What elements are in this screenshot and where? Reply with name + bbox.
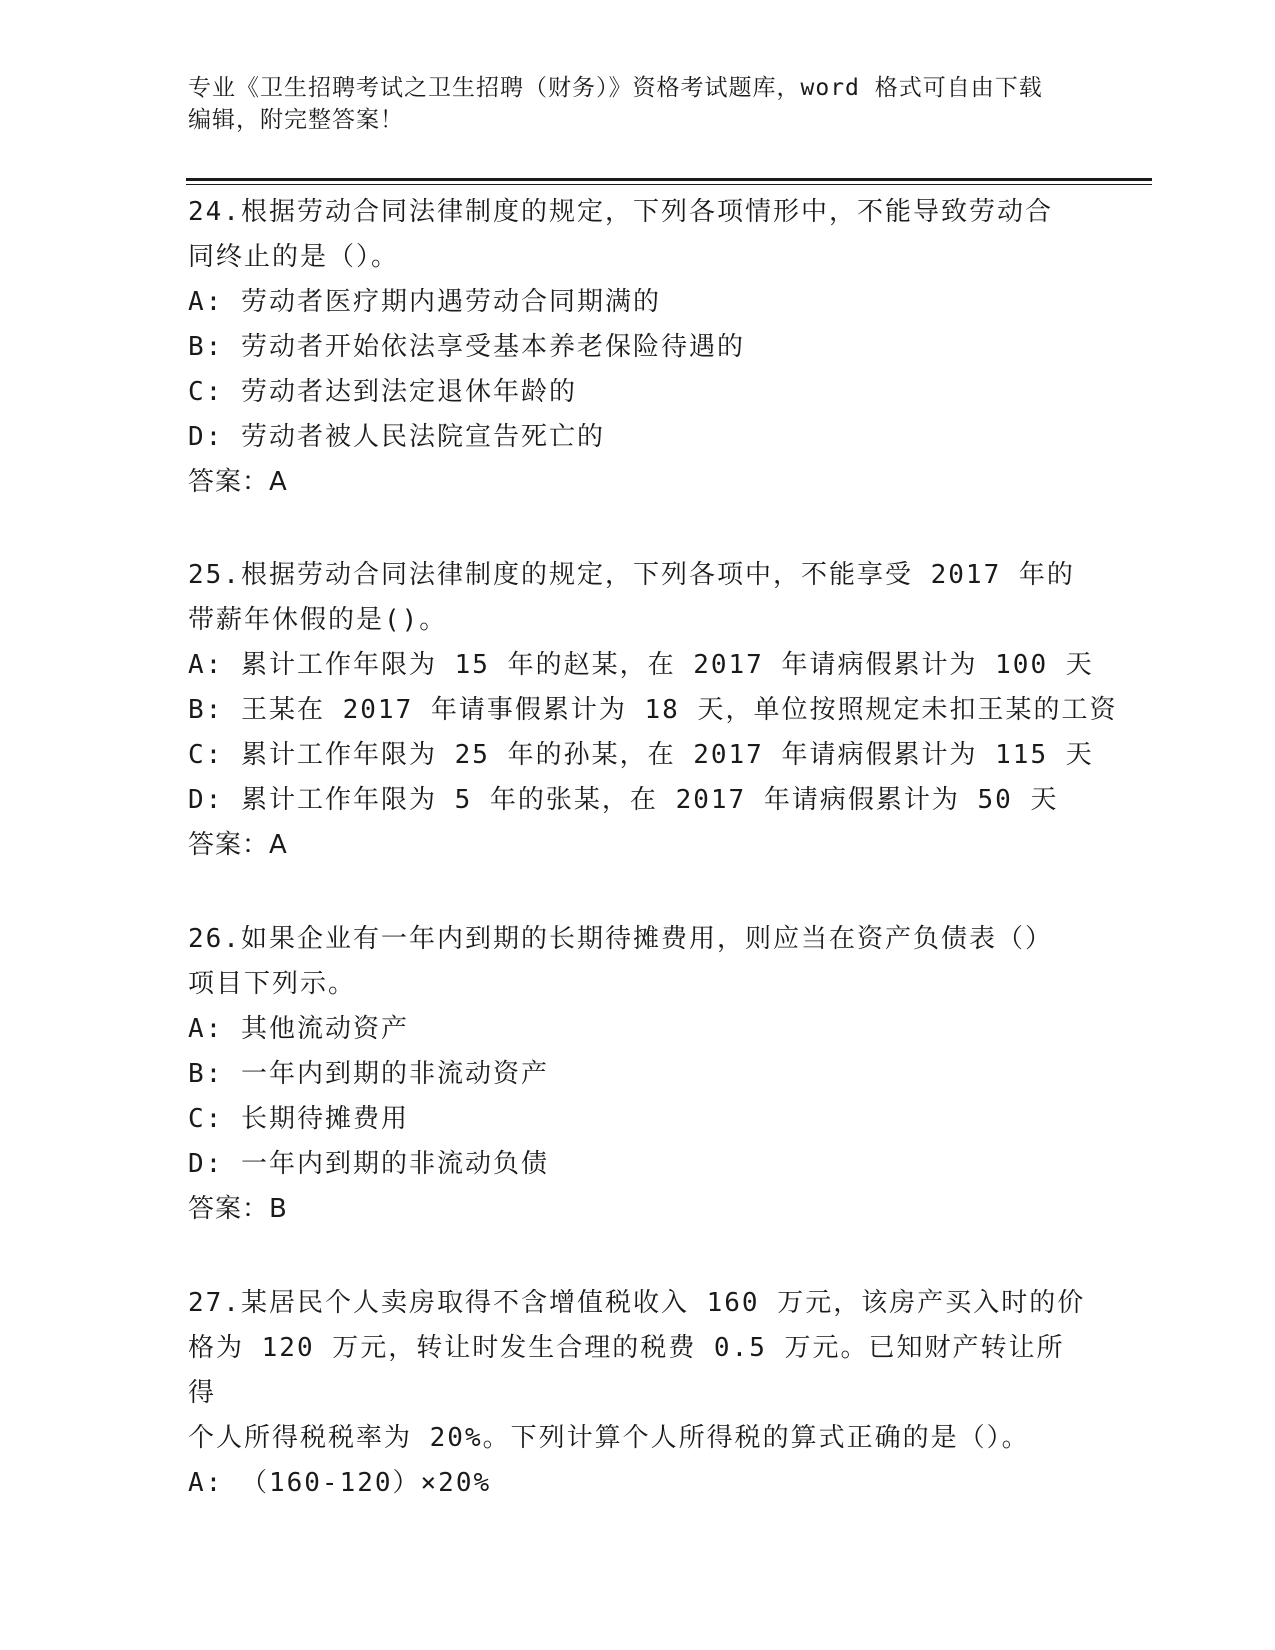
option-d: D: 累计工作年限为 5 年的张某，在 2017 年请病假累计为 50 天 (188, 785, 1059, 815)
option-d: D: 劳动者被人民法院宣告死亡的 (188, 422, 605, 452)
option-a: A: 累计工作年限为 15 年的赵某，在 2017 年请病假累计为 100 天 (188, 650, 1094, 680)
answer: 答案：A (188, 830, 288, 860)
answer: 答案：A (188, 467, 288, 497)
question-26 (188, 917, 1088, 1232)
header-line-1: 专业《卫生招聘考试之卫生招聘（财务）》资格考试题库，word 格式可自由下载 (188, 75, 1043, 101)
question-27 (188, 1281, 1088, 1506)
question-stem-line: 格为 120 万元，转让时发生合理的税费 0.5 万元。已知财产转让所得 (188, 1333, 1065, 1408)
question-stem-line: 同终止的是（）。 (188, 242, 400, 272)
option-a: A: 其他流动资产 (188, 1014, 409, 1044)
header-line-2: 编辑，附完整答案！ (188, 107, 404, 133)
question-stem-line: 项目下列示。 (188, 969, 357, 999)
question-stem-line: 27.某居民个人卖房取得不含增值税收入 160 万元，该房产买入时的价 (188, 1288, 1086, 1318)
question-stem-line: 24.根据劳动合同法律制度的规定，下列各项情形中，不能导致劳动合 (188, 197, 1053, 227)
header-divider-thin (186, 184, 1152, 185)
question-stem-line: 26.如果企业有一年内到期的长期待摊费用，则应当在资产负债表（） (188, 924, 1053, 954)
option-c: C: 长期待摊费用 (188, 1104, 409, 1134)
option-d: D: 一年内到期的非流动负债 (188, 1149, 549, 1179)
question-stem-line: 带薪年休假的是()。 (188, 605, 448, 635)
answer: 答案：B (188, 1194, 288, 1224)
question-stem-line: 个人所得税税率为 20%。下列计算个人所得税的算式正确的是（）。 (188, 1423, 1030, 1453)
document-header (188, 72, 1068, 136)
option-a: A: 劳动者医疗期内遇劳动合同期满的 (188, 287, 661, 317)
option-a: A: （160-120）×20% (188, 1468, 492, 1498)
question-stem-line: 25.根据劳动合同法律制度的规定，下列各项中，不能享受 2017 年的 (188, 560, 1075, 590)
option-b: B: 劳动者开始依法享受基本养老保险待遇的 (188, 332, 745, 362)
question-25 (188, 553, 1118, 868)
option-c: C: 劳动者达到法定退休年龄的 (188, 377, 577, 407)
option-c: C: 累计工作年限为 25 年的孙某，在 2017 年请病假累计为 115 天 (188, 740, 1094, 770)
option-b: B: 一年内到期的非流动资产 (188, 1059, 549, 1089)
option-b: B: 王某在 2017 年请事假累计为 18 天，单位按照规定未扣王某的工资 (188, 695, 1118, 725)
question-24 (188, 190, 1088, 505)
header-divider-thick (186, 178, 1152, 181)
